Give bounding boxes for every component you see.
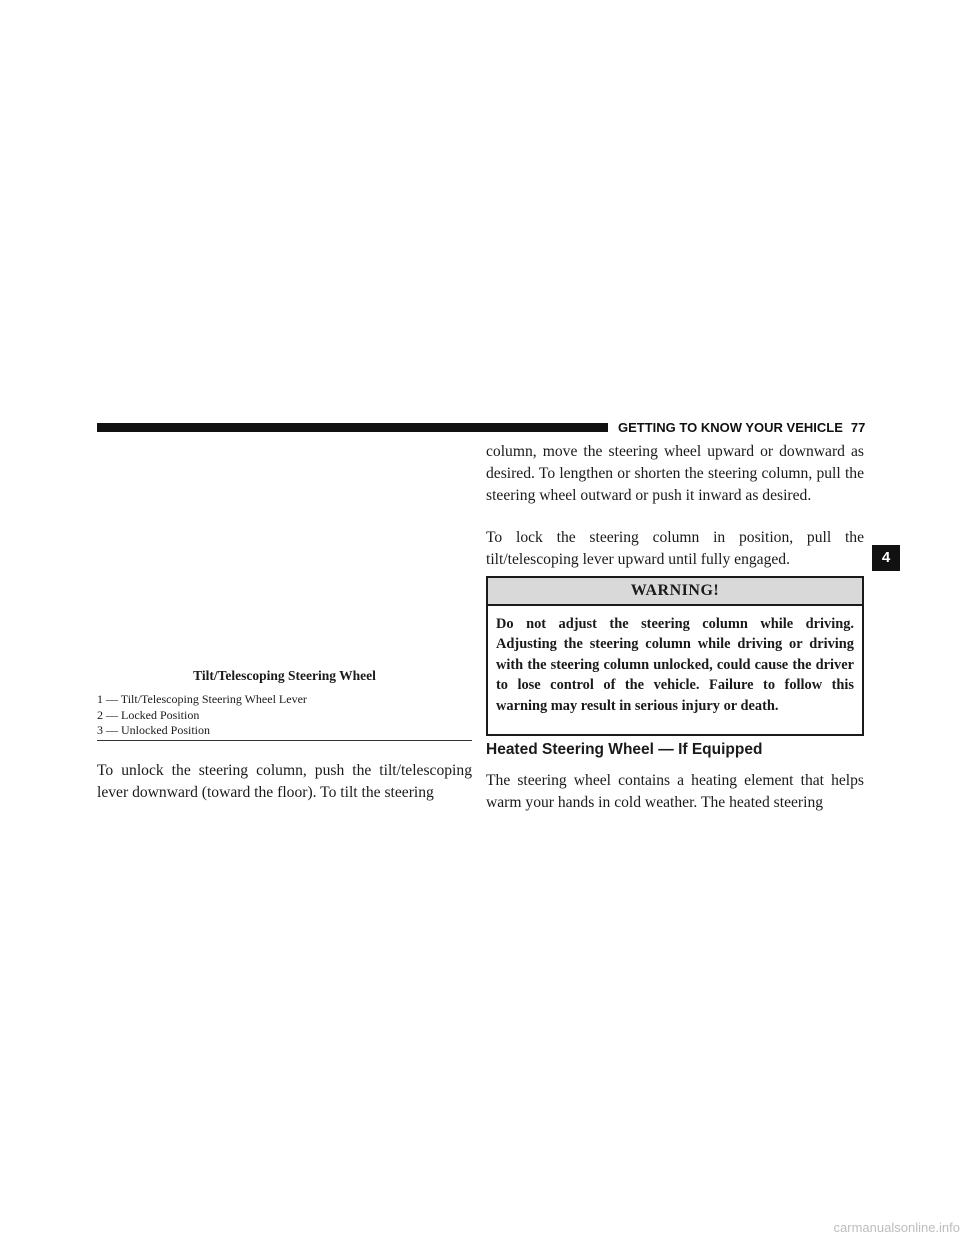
chapter-tab: 4 — [872, 545, 900, 571]
legend-item: 1 — Tilt/Telescoping Steering Wheel Lever — [97, 692, 307, 706]
page-number: 77 — [850, 420, 866, 435]
section-heading: Heated Steering Wheel — If Equipped — [486, 741, 763, 758]
legend-item: 3 — Unlocked Position — [97, 723, 210, 738]
left-paragraph: To unlock the steering column, push the tilt/telescoping lever downward (toward the floor). To tilt the steering — [97, 762, 472, 801]
figure-legend — [97, 692, 477, 739]
header-section-title: GETTING TO KNOW YOUR VEHICLE — [618, 420, 843, 435]
warning-title: WARNING! — [488, 578, 862, 606]
legend-item: 2 — Locked Position — [97, 707, 200, 722]
site-watermark: carmanualsonline.info — [833, 1220, 960, 1235]
figure-caption: Tilt/Telescoping Steering Wheel — [193, 668, 376, 683]
header-rule-bar — [97, 423, 608, 432]
legend-divider — [97, 740, 472, 741]
right-paragraph-2: To lock the steering column in position, pull the tilt/telescoping lever upward until fully engaged. — [486, 529, 864, 568]
right-paragraph-3: The steering wheel contains a heating element that helps warm your hands in cold weather. The heated steering — [486, 772, 864, 811]
right-paragraph-1: column, move the steering wheel upward or downward as desired. To lengthen or shorten the steering column, pull the steering wheel outward or push it inward as desired. — [486, 443, 864, 504]
warning-box — [486, 576, 864, 736]
running-header — [618, 419, 868, 437]
warning-body: Do not adjust the steering column while driving. Adjusting the steering column while driving or driving with the steering column unlocked, could cause the driver to lose control of the vehicle. Failure to follow this warning may result in serious injury or death. — [496, 616, 854, 714]
